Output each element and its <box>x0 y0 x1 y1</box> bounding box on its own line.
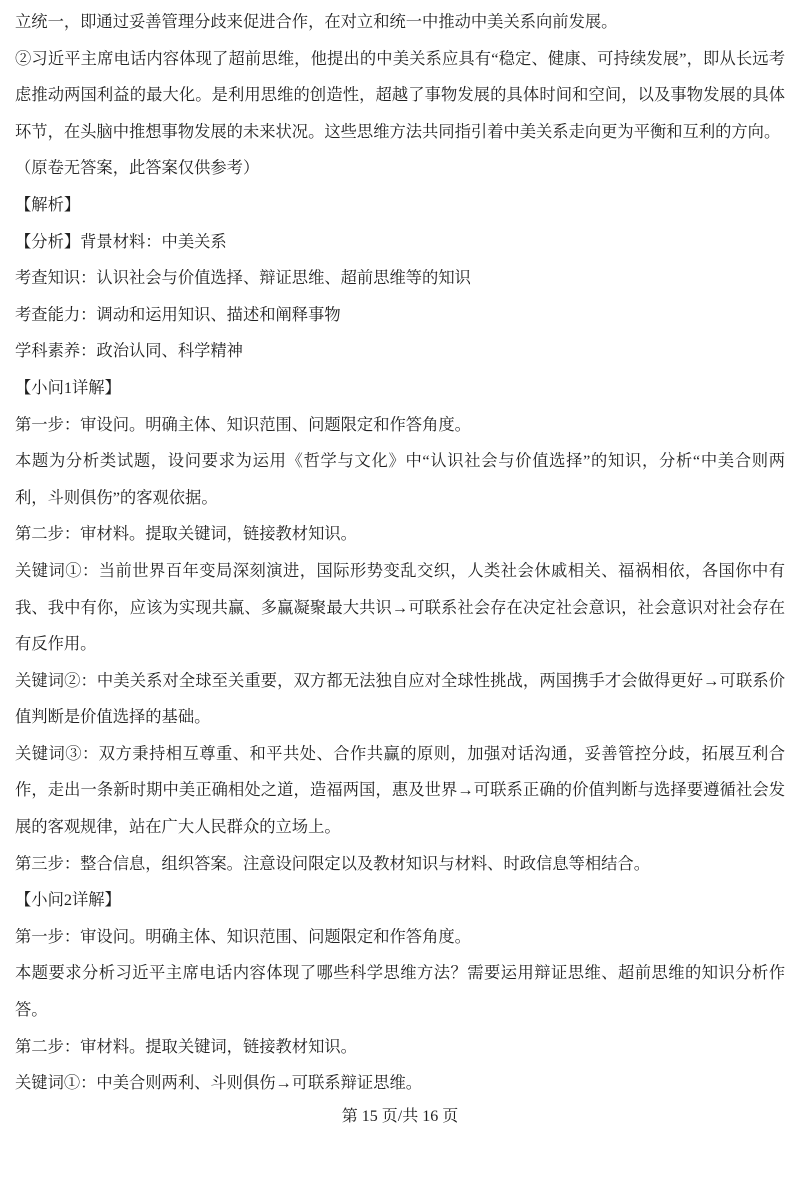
q1-keyword-1: 关键词①：当前世界百年变局深刻演进，国际形势变乱交织，人类社会休戚相关、福祸相依，各国你中有我、我中有你，应该为实现共赢、多赢凝聚最大共识→可联系社会存在决定社会意识，社会意识对社会存在有反作用。 <box>15 560 785 654</box>
answer-point-2: ②习近平主席电话内容体现了超前思维，他提出的中美关系应具有“稳定、健康、可持续发展”，即从长远考虑推动两国利益的最大化。是利用思维的创造性，超越了事物发展的具体时间和空间，以及事物发展的具体环节，在头脑中推想事物发展的未来状况。这些思维方法共同指引着中美关系走向更为平衡和互利的方向。 <box>15 48 785 141</box>
q2-step-1: 第一步：审设问。明确主体、知识范围、问题限定和作答角度。 <box>15 926 471 946</box>
subquestion-2-header: 【小问2详解】 <box>15 890 121 910</box>
q2-question-analysis: 本题要求分析习近平主席电话内容体现了哪些科学思维方法？需要运用辩证思维、超前思维的知识分析作答。 <box>15 963 785 1020</box>
analysis-background-material: 【分析】背景材料：中美关系 <box>15 231 227 251</box>
subject-literacy-line: 学科素养：政治认同、科学精神 <box>15 341 243 361</box>
exam-ability-line: 考查能力：调动和运用知识、描述和阐释事物 <box>15 304 341 324</box>
q1-keyword-2: 关键词②：中美关系对全球至关重要，双方都无法独自应对全球性挑战，两国携手才会做得更好→可联系价值判断是价值选择的基础。 <box>15 670 785 727</box>
q2-keyword-1: 关键词①：中美合则两利、斗则俱伤→可联系辩证思维。 <box>15 1073 423 1093</box>
subquestion-1-header: 【小问1详解】 <box>15 377 121 397</box>
page-number: 第 15 页/共 16 页 <box>341 1107 459 1125</box>
q1-step-3: 第三步：整合信息，组织答案。注意设问限定以及教材知识与材料、时政信息等相结合。 <box>15 853 650 873</box>
exam-knowledge-line: 考查知识：认识社会与价值选择、辩证思维、超前思维等的知识 <box>15 268 471 288</box>
analysis-section-header: 【解析】 <box>15 194 81 214</box>
q1-question-analysis: 本题为分析类试题，设问要求为运用《哲学与文化》中“认识社会与价值选择”的知识，分析“中美合则两利，斗则俱伤”的客观依据。 <box>15 451 785 507</box>
answer-disclaimer: （原卷无答案，此答案仅供参考） <box>15 158 260 178</box>
q1-keyword-3: 关键词③：双方秉持相互尊重、和平共处、合作共赢的原则，加强对话沟通，妥善管控分歧，拓展互利合作，走出一条新时期中美正确相处之道，造福两国，惠及世界→可联系正确的价值判断与选择要遵循社会发展的客观规律，站在广大人民群众的立场上。 <box>15 743 785 837</box>
answer-continuation-line: 立统一，即通过妥善管理分歧来促进合作，在对立和统一中推动中美关系向前发展。 <box>15 12 618 31</box>
q2-step-2: 第二步：审材料。提取关键词，链接教材知识。 <box>15 1036 357 1056</box>
q1-step-1: 第一步：审设问。明确主体、知识范围、问题限定和作答角度。 <box>15 414 471 434</box>
q1-step-2: 第二步：审材料。提取关键词，链接教材知识。 <box>15 524 357 544</box>
